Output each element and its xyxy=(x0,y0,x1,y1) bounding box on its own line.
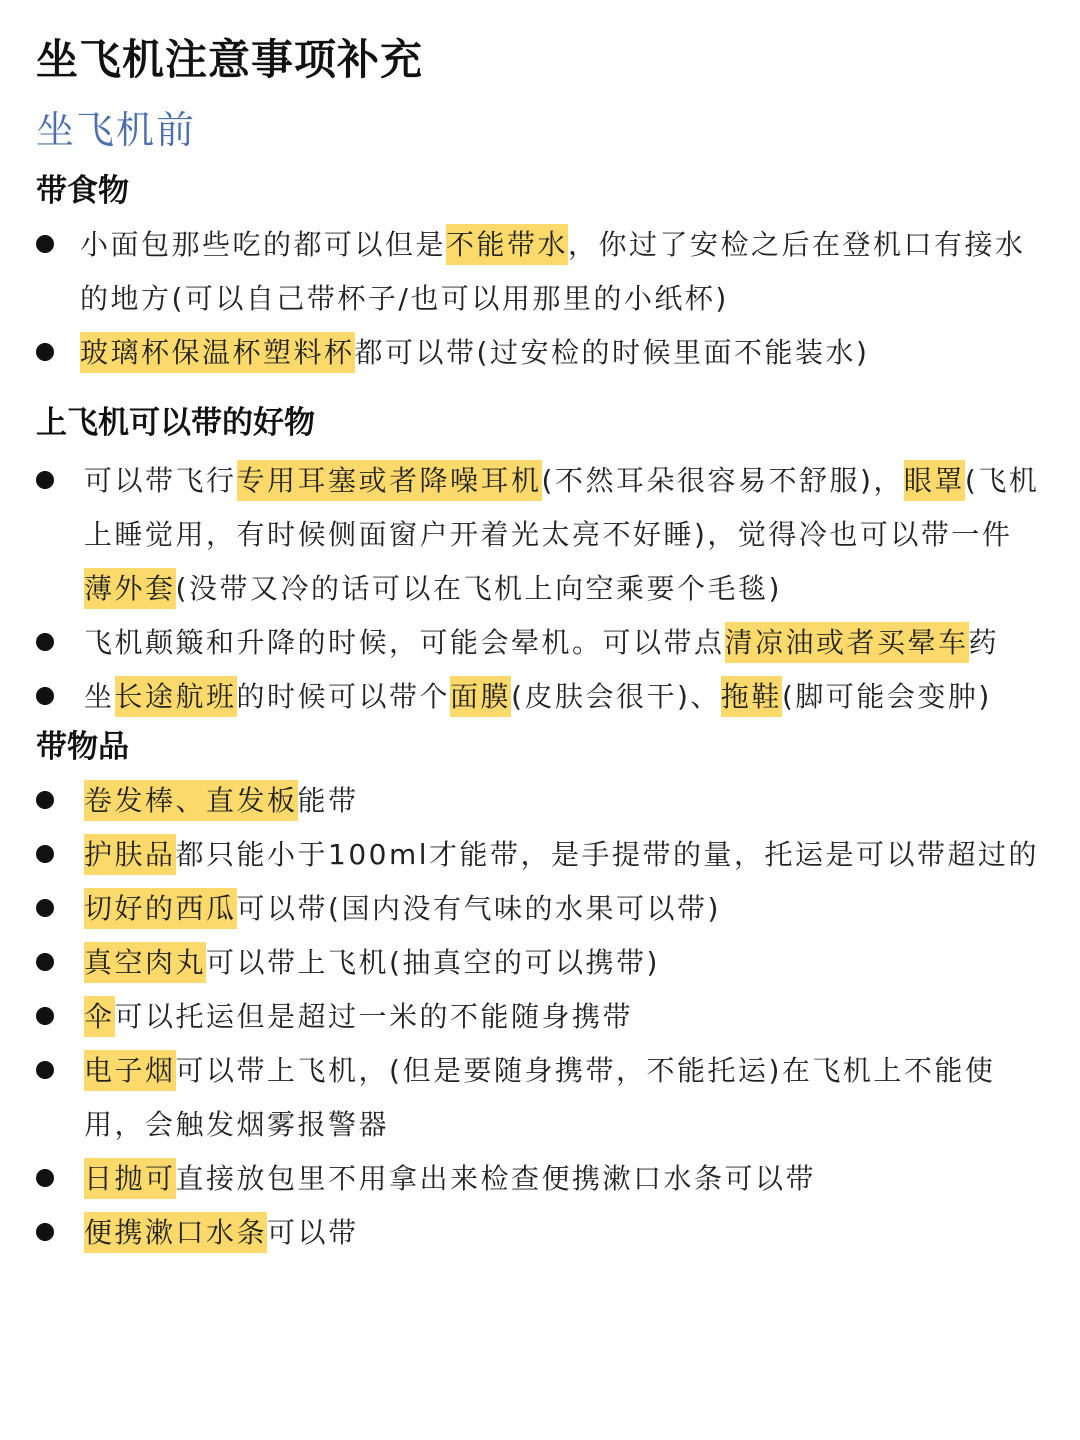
bullet-icon xyxy=(36,471,54,489)
highlighted-text: 长途航班 xyxy=(115,676,237,717)
list-item xyxy=(36,1206,1040,1260)
list-item xyxy=(36,1152,1040,1206)
item-text: 可以带上飞机(抽真空的可以携带) xyxy=(206,946,660,979)
section-heading: 上飞机可以带的好物 xyxy=(36,405,315,441)
bullet-icon xyxy=(36,1007,54,1025)
list-item xyxy=(36,1044,1040,1152)
highlighted-text: 专用耳塞或者降噪耳机 xyxy=(237,460,542,501)
item-text: 可以托运但是超过一米的不能随身携带 xyxy=(114,1000,634,1033)
list-item xyxy=(36,882,1040,936)
item-text: 可以带(国内没有气味的水果可以带) xyxy=(236,892,721,925)
item-text: (皮肤会很干)、 xyxy=(511,680,721,713)
highlighted-text: 真空肉丸 xyxy=(84,942,206,983)
section-heading: 带物品 xyxy=(36,729,129,765)
highlighted-text: 便携漱口水条 xyxy=(84,1212,267,1253)
highlighted-text: 卷发棒、直发板 xyxy=(84,780,298,821)
list-item xyxy=(36,454,1040,616)
page-title: 坐飞机注意事项补充 xyxy=(36,35,424,84)
highlighted-text: 护肤品 xyxy=(84,834,176,875)
item-text: 都可以带(过安检的时候里面不能装水) xyxy=(354,336,870,369)
item-text: (飞机上睡觉用，有时候侧面窗户开着光太亮不好睡)，觉得冷也可以带一件 xyxy=(84,464,1040,551)
item-text: 的时候可以带个 xyxy=(236,680,451,713)
bullet-icon xyxy=(36,953,54,971)
bullet-icon xyxy=(36,1061,54,1079)
section-items xyxy=(36,724,1040,1260)
bullet-icon xyxy=(36,1169,54,1187)
list-item xyxy=(36,774,1040,828)
item-list xyxy=(36,454,1040,724)
item-text: 药 xyxy=(968,626,1000,659)
bullet-icon xyxy=(36,899,54,917)
item-text: 能带 xyxy=(297,784,359,817)
item-list xyxy=(36,218,1040,380)
item-text: 可以带 xyxy=(267,1216,359,1249)
item-text: ，你过了安检之后在登机口有接水的地方(可以自己带杯子/也可以用那里的小纸杯) xyxy=(80,228,1026,315)
item-text: 小面包那些吃的都可以但是 xyxy=(80,228,447,261)
list-item xyxy=(36,670,1040,724)
highlighted-text: 电子烟 xyxy=(84,1050,176,1091)
item-text: (脚可能会变肿) xyxy=(781,680,992,713)
highlighted-text: 玻璃杯保温杯塑料杯 xyxy=(80,332,355,373)
item-text: 都只能小于100ml才能带，是手提带的量，托运是可以带超过的 xyxy=(175,838,1040,871)
item-text: (不然耳朵很容易不舒服)， xyxy=(541,464,904,497)
list-item xyxy=(36,828,1040,882)
item-list xyxy=(36,774,1040,1260)
bullet-icon xyxy=(36,235,54,253)
list-item xyxy=(36,218,1040,326)
section-food xyxy=(36,168,1040,380)
bullet-icon xyxy=(36,687,54,705)
highlighted-text: 清凉油或者买晕车 xyxy=(725,622,969,663)
section-heading: 带食物 xyxy=(36,173,129,209)
bullet-icon xyxy=(36,343,54,361)
bullet-icon xyxy=(36,845,54,863)
highlighted-text: 日抛可 xyxy=(84,1158,176,1199)
highlighted-text: 切好的西瓜 xyxy=(84,888,237,929)
list-item xyxy=(36,326,1040,380)
highlighted-text: 伞 xyxy=(84,996,115,1037)
highlighted-text: 眼罩 xyxy=(904,460,965,501)
highlighted-text: 薄外套 xyxy=(84,568,176,609)
item-text: 直接放包里不用拿出来检查便携漱口水条可以带 xyxy=(175,1162,817,1195)
highlighted-text: 不能带水 xyxy=(446,224,568,265)
item-text: (没带又冷的话可以在飞机上向空乘要个毛毯) xyxy=(175,572,782,605)
item-text: 可以带飞行 xyxy=(84,464,237,497)
highlighted-text: 面膜 xyxy=(450,676,511,717)
list-item xyxy=(36,616,1040,670)
item-text: 坐 xyxy=(84,680,115,713)
list-item xyxy=(36,936,1040,990)
bullet-icon xyxy=(36,791,54,809)
page-subtitle: 坐飞机前 xyxy=(36,108,197,152)
bullet-icon xyxy=(36,633,54,651)
item-text: 飞机颠簸和升降的时候，可能会晕机。可以带点 xyxy=(84,626,725,659)
item-text: 可以带上飞机，(但是要随身携带，不能托运)在飞机上不能使用，会触发烟雾报警器 xyxy=(84,1054,996,1141)
highlighted-text: 拖鞋 xyxy=(721,676,782,717)
section-goods xyxy=(36,400,1040,724)
list-item xyxy=(36,990,1040,1044)
bullet-icon xyxy=(36,1223,54,1241)
